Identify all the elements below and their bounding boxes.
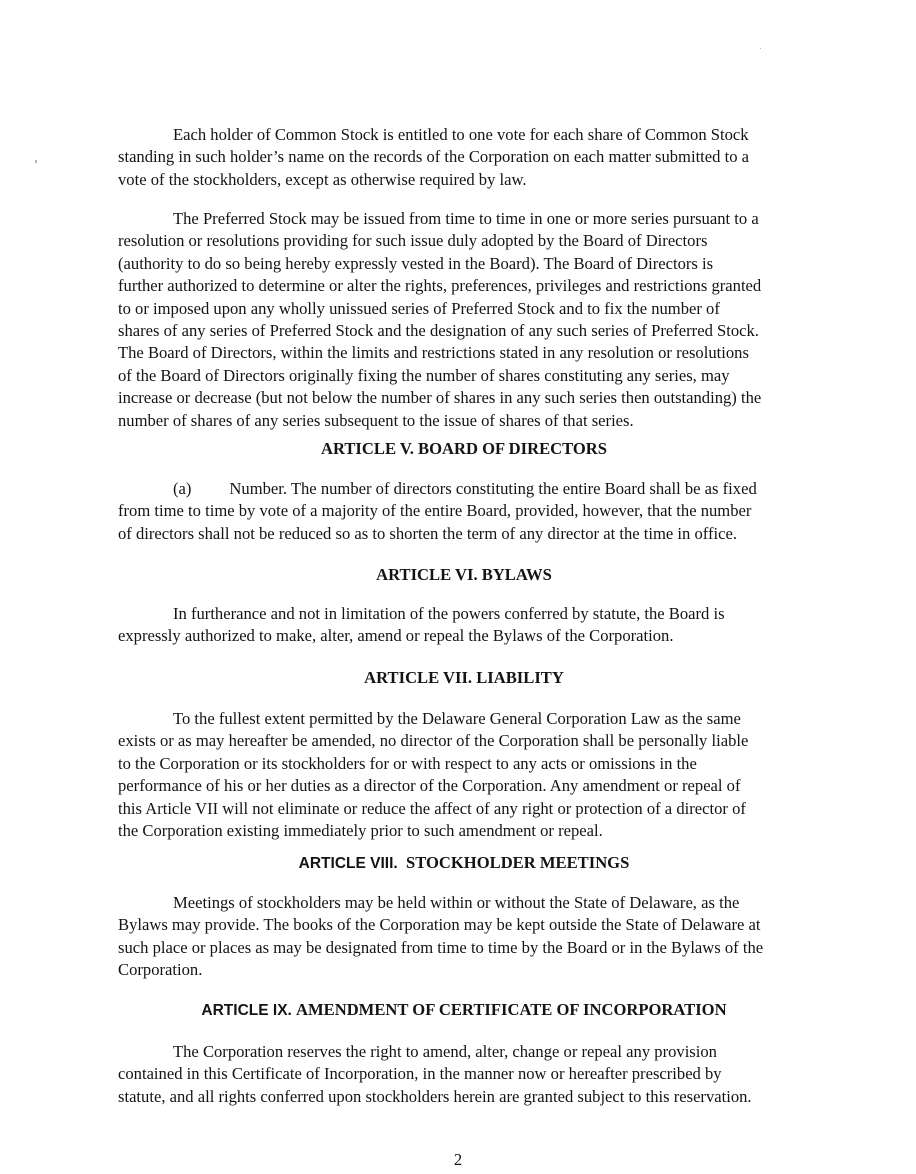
- text-line: Each holder of Common Stock is entitled to one vote for each share of Common Stock: [173, 125, 749, 144]
- text-line: Meetings of stockholders may be held within or without the State of Delaware, as the: [173, 893, 740, 912]
- paragraph-liability: [118, 708, 810, 842]
- page-number: 2: [453, 1150, 463, 1169]
- text-line: Bylaws may provide. The books of the Corporation may be kept outside the State of Delaware at: [118, 915, 761, 935]
- paragraph-board-number: [118, 478, 810, 545]
- text-line: exists or as may hereafter be amended, no director of the Corporation shall be personally liable: [118, 731, 749, 751]
- text-line: Corporation.: [118, 960, 203, 980]
- text-line: this Article VII will not eliminate or reduce the affect of any right or protection of a director of: [118, 798, 746, 818]
- heading-article-vi: ARTICLE VI. BYLAWS: [376, 565, 552, 584]
- text-line: The Corporation reserves the right to amend, alter, change or repeal any provision: [173, 1042, 717, 1061]
- text-line: such place or places as may be designated from time to time by the Board or in the Bylaws of the: [118, 937, 764, 957]
- paragraph-stockholder-meetings: [118, 892, 810, 982]
- text-line: increase or decrease (but not below the number of shares in any such series then outstanding) the: [118, 388, 762, 408]
- text-line: further authorized to determine or alter the rights, preferences, privileges and restrictions granted: [118, 276, 762, 296]
- item-label: (a): [173, 479, 192, 498]
- heading-article-v: ARTICLE V. BOARD OF DIRECTORS: [320, 439, 608, 458]
- item-text: Number. The number of directors constituting the entire Board shall be as fixed: [229, 479, 757, 498]
- text-line: contained in this Certificate of Incorporation, in the manner now or hereafter prescribed by: [118, 1064, 722, 1084]
- paragraph-bylaws: [118, 603, 810, 648]
- text-line: expressly authorized to make, alter, amend or repeal the Bylaws of the Corporation.: [118, 626, 674, 646]
- text-line: The Preferred Stock may be issued from time to time in one or more series pursuant to a: [173, 209, 759, 228]
- text-line: standing in such holder’s name on the records of the Corporation on each matter submitted to a: [118, 147, 750, 167]
- paragraph-amendment: [118, 1041, 810, 1108]
- heading-article-ix: [118, 999, 810, 1022]
- text-line: of the Board of Directors originally fixing the number of shares constituting any series, may: [118, 365, 730, 385]
- text-line: of directors shall not be reduced so as to shorten the term of any director at the time in office.: [118, 523, 737, 543]
- text-line: shares of any series of Preferred Stock and the designation of any such series of Preferred Stock.: [118, 321, 759, 341]
- heading-prefix: ARTICLE IX.: [201, 1002, 292, 1019]
- paragraph-common-stock-vote: [118, 124, 810, 191]
- scan-speck: [760, 48, 761, 49]
- heading-title: STOCKHOLDER MEETINGS: [406, 853, 630, 872]
- text-line: statute, and all rights conferred upon stockholders herein are granted subject to this reservation.: [118, 1086, 752, 1106]
- text-line: To the fullest extent permitted by the Delaware General Corporation Law as the same: [173, 709, 741, 728]
- heading-prefix: ARTICLE VIII.: [298, 855, 398, 872]
- paragraph-preferred-stock: [118, 208, 810, 432]
- text-line: to or imposed upon any wholly unissued series of Preferred Stock and to fix the number of: [118, 298, 720, 318]
- text-line: the Corporation existing immediately prior to such amendment or repeal.: [118, 821, 603, 841]
- heading-article-vii: ARTICLE VII. LIABILITY: [364, 668, 564, 687]
- scan-speck: [35, 160, 37, 163]
- text-line: number of shares of any series subsequent to the issue of shares of that series.: [118, 410, 634, 430]
- text-line: (authority to do so being hereby expressly vested in the Board). The Board of Directors is: [118, 253, 714, 273]
- heading-title: AMENDMENT OF CERTIFICATE OF INCORPORATION: [296, 1000, 727, 1019]
- text-line: to the Corporation or its stockholders for or with respect to any acts or omissions in the: [118, 753, 697, 773]
- text-line: In furtherance and not in limitation of the powers conferred by statute, the Board is: [173, 604, 725, 623]
- heading-article-viii: [118, 852, 810, 875]
- text-line: [118, 478, 810, 500]
- text-line: resolution or resolutions providing for such issue duly adopted by the Board of Directors: [118, 231, 708, 251]
- text-line: from time to time by vote of a majority of the entire Board, provided, however, that the number: [118, 501, 752, 521]
- text-line: vote of the stockholders, except as otherwise required by law.: [118, 169, 527, 189]
- text-line: The Board of Directors, within the limits and restrictions stated in any resolution or resolutions: [118, 343, 749, 363]
- text-line: performance of his or her duties as a director of the Corporation. Any amendment or repeal of: [118, 776, 741, 796]
